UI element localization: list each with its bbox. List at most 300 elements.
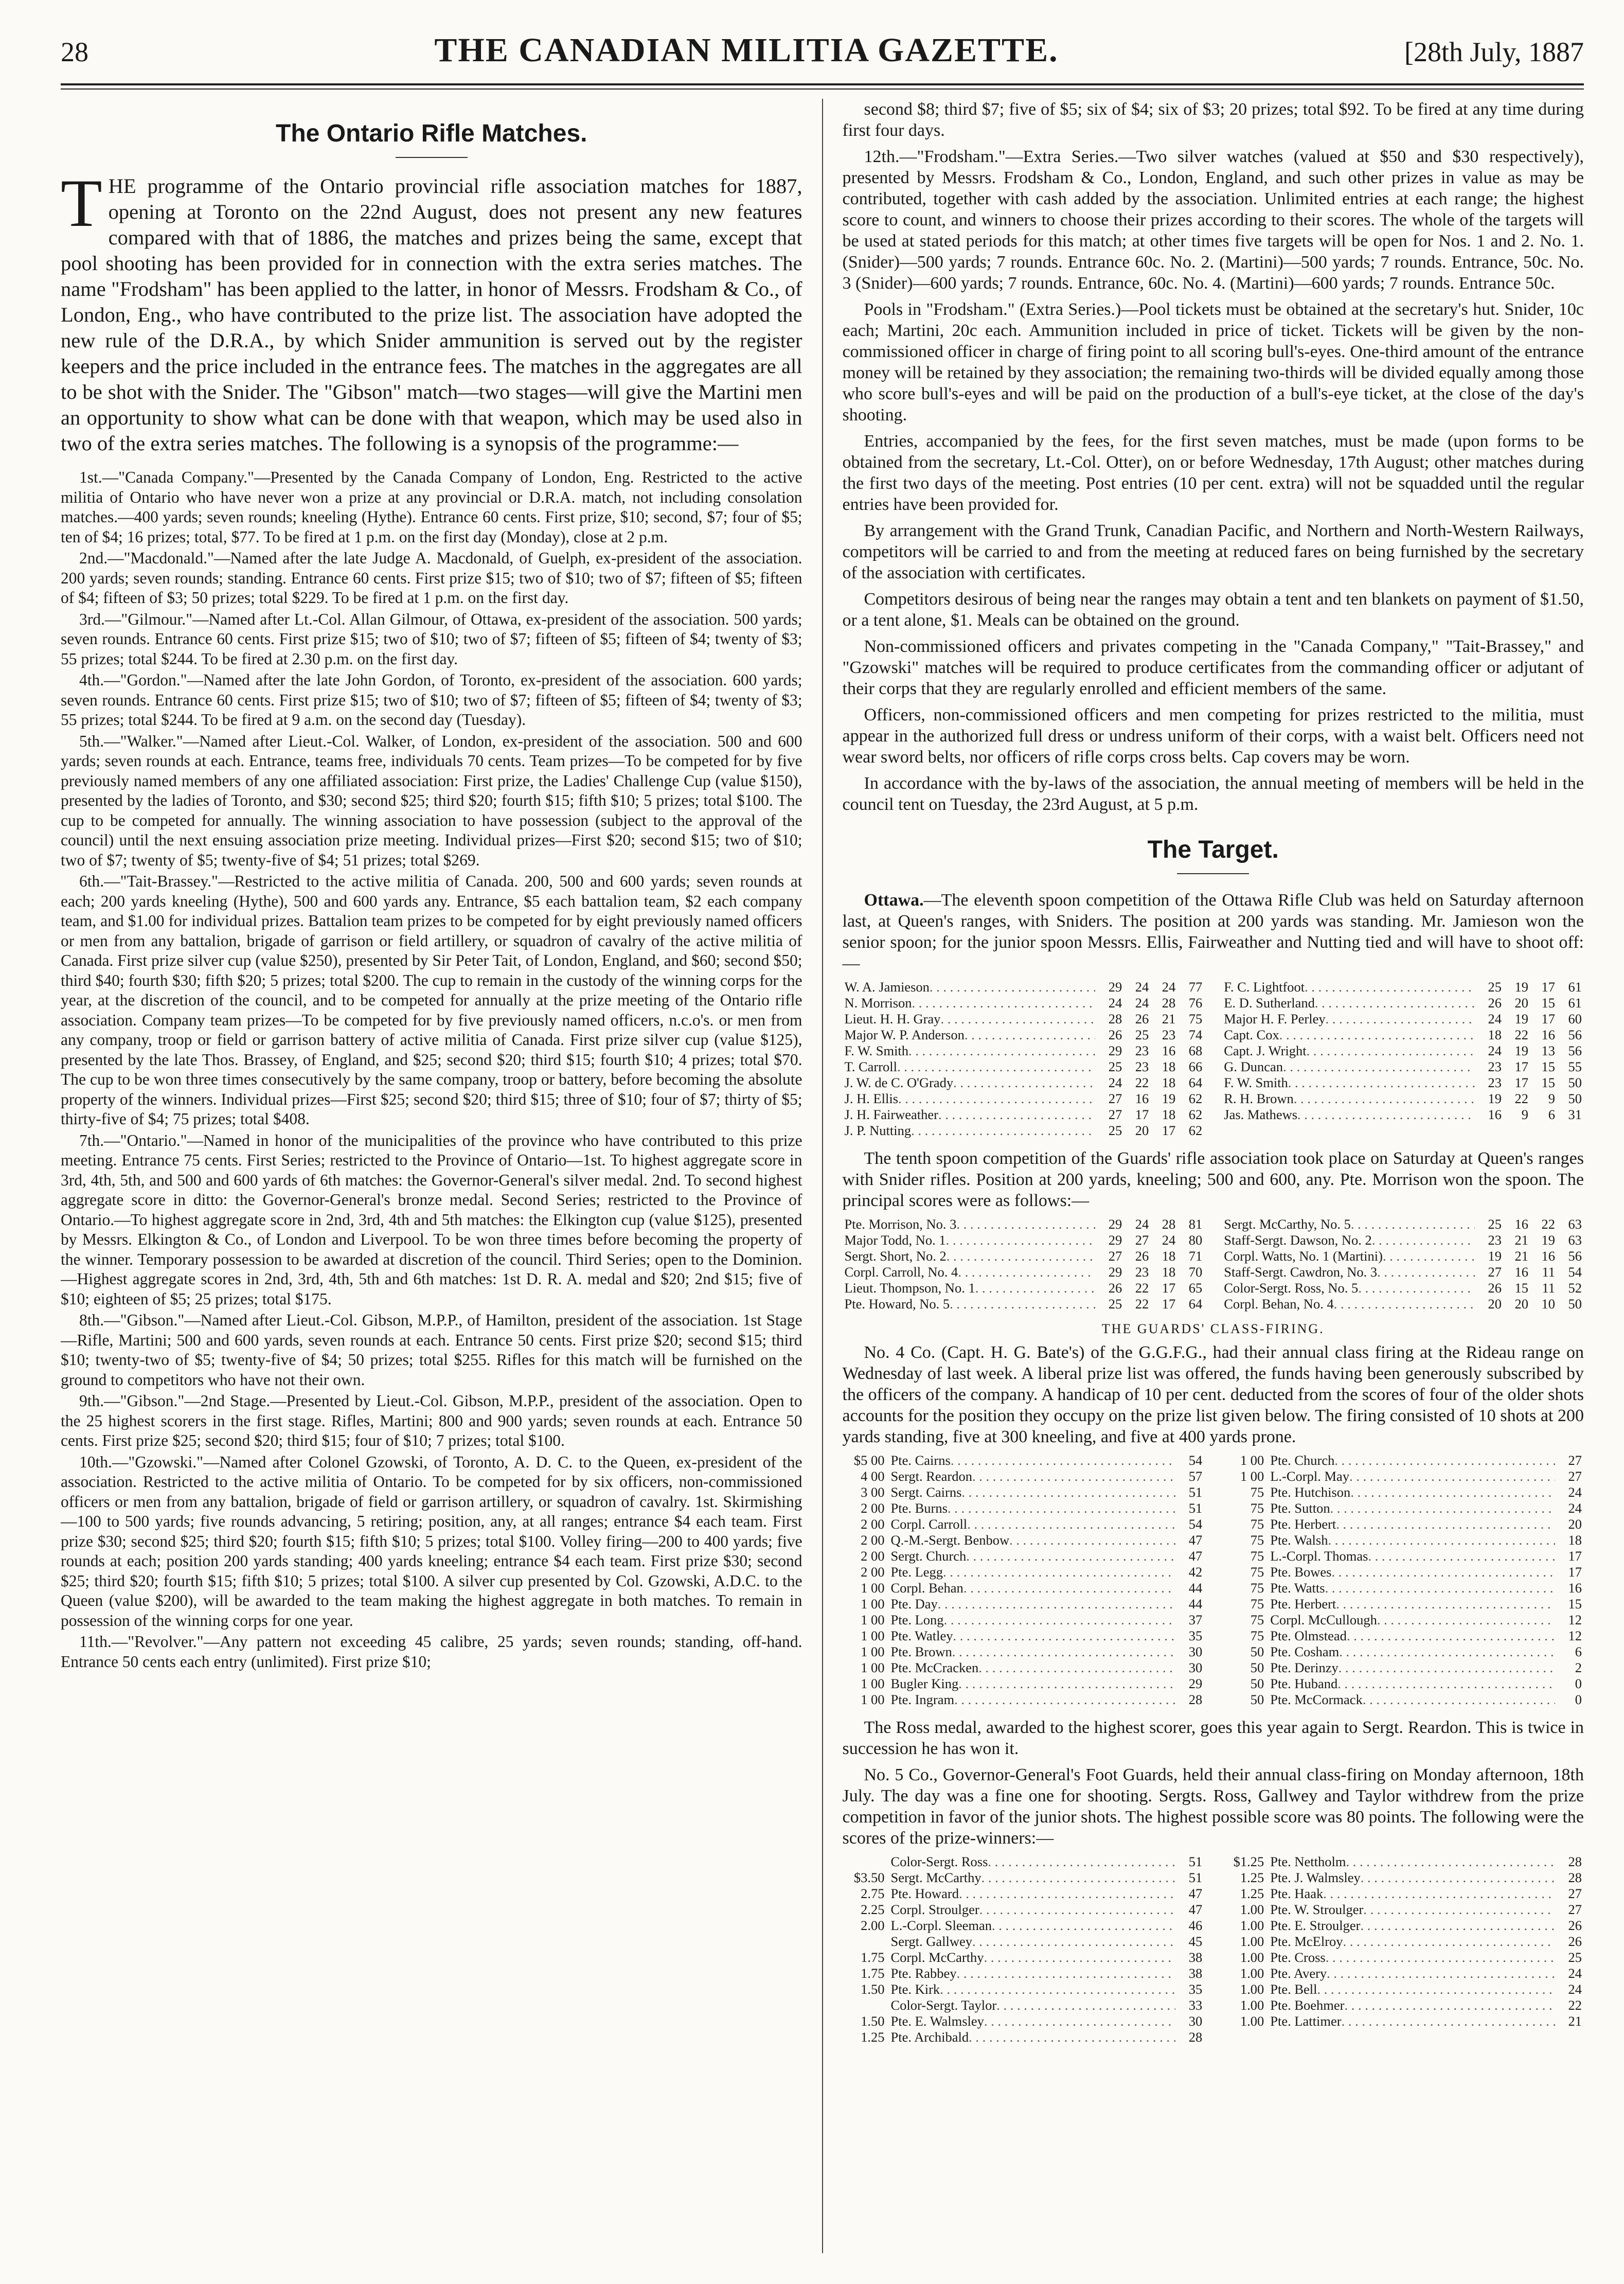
score-value: 22 bbox=[1568, 1997, 1582, 2013]
score-value: 38 bbox=[1188, 1950, 1203, 1965]
column-gap bbox=[1204, 1216, 1222, 1232]
column-gap bbox=[1204, 1628, 1222, 1644]
competitor-name: Bugler King bbox=[890, 1676, 959, 1691]
score-name bbox=[843, 995, 1098, 1011]
paragraph: second $8; third $7; five of $5; six of $4; six of $3; 20 prizes; total $92. To be fired at any time during first four days. bbox=[842, 100, 1584, 140]
article-heading: The Ontario Rifle Matches. bbox=[276, 120, 587, 147]
score-name bbox=[1268, 1981, 1557, 1997]
score-value: 51 bbox=[1188, 1854, 1203, 1869]
competitor-name: Pte. Rabbey bbox=[890, 1966, 957, 1981]
column-gap bbox=[1204, 1918, 1222, 1934]
score-name bbox=[1268, 1692, 1557, 1708]
column-gap bbox=[1204, 1043, 1222, 1059]
prize-amount: 1.25 bbox=[1240, 1870, 1264, 1885]
competitor-name: L.-Corpl. Sleeman bbox=[890, 1918, 992, 1933]
score-value: 44 bbox=[1188, 1580, 1203, 1596]
table-row bbox=[843, 1296, 1584, 1312]
score-name bbox=[1268, 1468, 1557, 1484]
competitor-name: Color-Sergt. Taylor bbox=[890, 1997, 997, 2013]
score-name bbox=[1222, 1027, 1477, 1043]
prize-amount: 2 00 bbox=[861, 1564, 885, 1580]
table-row bbox=[843, 1107, 1584, 1123]
prize-amount: 75 bbox=[1250, 1500, 1264, 1516]
competitor-name: Pte. Legg bbox=[890, 1564, 943, 1580]
table-row bbox=[843, 1934, 1584, 1950]
column-gap bbox=[1204, 1091, 1222, 1107]
score-value: 22 bbox=[1514, 1027, 1528, 1042]
no5-paragraph: No. 5 Co., Governor-General's Foot Guards, held their annual class-firing on Monday afternoon, 18th July. The day was a fine one for shooting. Sergts. Ross, Gallwey and Taylor withdrew from the prize competition in favor of the junior shots. The highest possible score was 80 points. The following were the scores of the prize-winners:— bbox=[842, 1765, 1584, 1848]
score-name bbox=[1268, 1886, 1557, 1902]
score-value: 21 bbox=[1568, 2013, 1582, 2029]
score-value: 20 bbox=[1514, 995, 1528, 1011]
score-name bbox=[889, 1484, 1178, 1500]
competitor-name: R. H. Brown bbox=[1224, 1091, 1294, 1106]
competitor-name: Pte. Herbert bbox=[1270, 1596, 1336, 1612]
competitor-name: F. W. Smith bbox=[844, 1043, 909, 1058]
competitor-name: Pte. Bowes bbox=[1270, 1564, 1332, 1580]
competitor-name: N. Morrison bbox=[844, 995, 912, 1011]
score-name bbox=[889, 2013, 1178, 2029]
table-row bbox=[843, 1232, 1584, 1248]
competitor-name: Corpl. Carroll, No. 4 bbox=[844, 1264, 958, 1280]
score-name bbox=[1268, 1532, 1557, 1548]
score-value: 77 bbox=[1188, 979, 1203, 995]
score-value: 21 bbox=[1162, 1011, 1176, 1026]
score-value: 20 bbox=[1514, 1296, 1528, 1312]
prize-amount: 1 00 bbox=[861, 1596, 885, 1612]
table-row bbox=[843, 1248, 1584, 1264]
table-row bbox=[843, 1644, 1584, 1660]
score-value: 28 bbox=[1188, 2029, 1203, 2045]
score-value: 19 bbox=[1514, 1011, 1528, 1026]
prize-amount: 2.75 bbox=[861, 1886, 885, 1901]
competitor-name: Staff-Sergt. Cawdron, No. 3 bbox=[1224, 1264, 1378, 1280]
prize-amount: 50 bbox=[1250, 1660, 1264, 1675]
score-value: 47 bbox=[1188, 1886, 1203, 1901]
prize-amount: $3.50 bbox=[853, 1870, 885, 1885]
score-value: 25 bbox=[1488, 1216, 1502, 1232]
column-gap bbox=[1204, 1500, 1222, 1516]
score-value: 27 bbox=[1568, 1468, 1582, 1484]
score-name bbox=[843, 1123, 1098, 1139]
match-entry: 1st.—"Canada Company."—Presented by the Canada Company of London, Eng. Restricted to the active militia of Ontario who have never won a prize at any provincial or D.R.A. match, not including consolation matches.—400 yards; seven rounds; kneeling (Hythe). Entrance 60 cents. First prize, $10; second, $7; four of $5; ten of $4; 16 prizes; total, $77. To be fired at 1 p.m. on the first day (Monday), close at 2 p.m. bbox=[61, 468, 802, 546]
prize-amount: 2 00 bbox=[861, 1500, 885, 1516]
score-value: 26 bbox=[1108, 1027, 1122, 1042]
paragraph: Entries, accompanied by the fees, for the first seven matches, must be made (upon forms to be obtained from the secretary, Lt.-Col. Otter), on or before Wednesday, 17th August; other matches during the first two days of the meeting. Post entries (10 per cent. extra) will not be squadded until the regular entries have been provided for. bbox=[842, 432, 1584, 514]
score-value: 18 bbox=[1162, 1075, 1176, 1090]
competitor-name: Sergt. Cairns bbox=[890, 1484, 962, 1500]
score-value: 30 bbox=[1188, 2013, 1203, 2029]
competitor-name: J. P. Nutting bbox=[844, 1123, 912, 1138]
competitor-name: Staff-Sergt. Dawson, No. 2 bbox=[1224, 1232, 1372, 1248]
column-gap bbox=[1204, 1516, 1222, 1532]
column-gap bbox=[1204, 1453, 1222, 1468]
score-value: 56 bbox=[1568, 1248, 1582, 1264]
score-value: 18 bbox=[1162, 1059, 1176, 1074]
score-value: 25 bbox=[1135, 1027, 1149, 1042]
competitor-name: Pte. Cosham bbox=[1270, 1644, 1340, 1659]
score-value: 27 bbox=[1568, 1886, 1582, 1901]
score-value: 27 bbox=[1568, 1902, 1582, 1917]
score-value: 22 bbox=[1135, 1296, 1149, 1312]
competitor-name: Capt. Cox bbox=[1224, 1027, 1279, 1042]
prize-amount: 1.50 bbox=[861, 1981, 885, 1997]
score-value: 28 bbox=[1568, 1854, 1582, 1869]
score-value: 62 bbox=[1188, 1107, 1203, 1122]
prize-amount: 2.00 bbox=[861, 1918, 885, 1933]
column-gap bbox=[1204, 1870, 1222, 1886]
score-value: 24 bbox=[1568, 1500, 1582, 1516]
prize-amount: 1 00 bbox=[1240, 1468, 1264, 1484]
score-value: 30 bbox=[1188, 1644, 1203, 1659]
score-name bbox=[1222, 1107, 1477, 1123]
column-gap bbox=[1204, 1966, 1222, 1981]
score-value: 23 bbox=[1135, 1043, 1149, 1058]
score-value bbox=[1557, 1123, 1584, 1139]
score-name bbox=[889, 1500, 1178, 1516]
competitor-name: Corpl. McCarthy bbox=[890, 1950, 984, 1965]
score-value: 24 bbox=[1135, 979, 1149, 995]
score-value: 11 bbox=[1542, 1264, 1555, 1280]
table-row bbox=[843, 1516, 1584, 1532]
score-value: 23 bbox=[1135, 1264, 1149, 1280]
competitor-name: Pte. Huband bbox=[1270, 1676, 1338, 1691]
score-value: 21 bbox=[1514, 1248, 1528, 1264]
competitor-name: Pte. Avery bbox=[1270, 1966, 1327, 1981]
prize-amount: 1.00 bbox=[1240, 1997, 1264, 2013]
score-value: 21 bbox=[1514, 1232, 1528, 1248]
competitor-name: Q.-M.-Sergt. Benbow bbox=[890, 1532, 1010, 1548]
prize-amount: 75 bbox=[1250, 1596, 1264, 1612]
table-row bbox=[843, 1981, 1584, 1997]
prize-amount: 4 00 bbox=[861, 1468, 885, 1484]
table-row bbox=[843, 2013, 1584, 2029]
score-value: 37 bbox=[1188, 1612, 1203, 1627]
score-value: 24 bbox=[1568, 1484, 1582, 1500]
competitor-name: Pte. Lattimer bbox=[1270, 2013, 1342, 2029]
score-value: 15 bbox=[1541, 995, 1555, 1011]
score-value: 24 bbox=[1135, 995, 1149, 1011]
score-value: 35 bbox=[1188, 1981, 1203, 1997]
competitor-name: Major W. P. Anderson bbox=[844, 1027, 965, 1042]
score-value bbox=[1477, 1123, 1504, 1139]
score-value: 17 bbox=[1162, 1123, 1176, 1138]
score-name bbox=[889, 1902, 1178, 1918]
score-name bbox=[1268, 1966, 1557, 1981]
competitor-name: Pte. Herbert bbox=[1270, 1516, 1336, 1532]
competitor-name: Pte. Olmstead bbox=[1270, 1628, 1347, 1643]
score-name bbox=[1222, 1043, 1477, 1059]
score-value: 47 bbox=[1188, 1902, 1203, 1917]
score-value bbox=[1530, 1123, 1557, 1139]
table-row bbox=[843, 1059, 1584, 1075]
competitor-name: J. W. de C. O'Grady bbox=[844, 1075, 954, 1090]
score-name bbox=[843, 1027, 1098, 1043]
score-name bbox=[843, 1059, 1098, 1075]
score-value: 27 bbox=[1135, 1232, 1149, 1248]
score-value: 16 bbox=[1541, 1248, 1555, 1264]
score-value: 19 bbox=[1514, 1043, 1528, 1058]
score-value: 63 bbox=[1568, 1232, 1582, 1248]
score-name bbox=[843, 1107, 1098, 1123]
score-value: 25 bbox=[1108, 1059, 1122, 1074]
paragraph: Pools in "Frodsham." (Extra Series.)—Pool tickets must be obtained at the secretary's hut. Snider, 10c each; Martini, 20c each. Ammunition included in price of ticket. Tickets will be given by the non-commissioned officer in charge of firing point to all scoring bull's-eyes. One-third amount of the entrance money will be retained by they association; the remaining two-thirds will be divided equally among those who score bull's-eyes and will be paid on the production of a bull's-eye ticket, at the close of the day's shooting. bbox=[842, 300, 1584, 424]
column-gap bbox=[1204, 1548, 1222, 1564]
column-gap bbox=[1204, 1532, 1222, 1548]
score-value: 74 bbox=[1188, 1027, 1203, 1042]
column-gap bbox=[1204, 1107, 1222, 1123]
competitor-name: J. H. Ellis bbox=[844, 1091, 899, 1106]
column-gap bbox=[1204, 1692, 1222, 1708]
competitor-name: F. W. Smith bbox=[1224, 1075, 1288, 1090]
column-gap bbox=[1204, 1296, 1222, 1312]
left-column bbox=[61, 99, 823, 2253]
prize-amount bbox=[843, 1997, 889, 2013]
score-value: 24 bbox=[1162, 979, 1176, 995]
ottawa-lead: Ottawa. bbox=[864, 891, 924, 910]
match-entry: 5th.—"Walker."—Named after Lieut.-Col. Walker, of London, ex-president of the association. 500 and 600 yards; seven rounds at each. Entrance, teams free, individuals 70 cents. Team prizes—To be competed for by five previously named members of any one affiliated association: First prize, the Ladies' Challenge Cup (value $150), presented by the ladies of Toronto, and $30; second $25; third $20; fourth $15; fifth $10; 5 prizes; total $100. The cup to be competed for annually. The winning association to have possession (subject to the approval of the council) until the next ensuing association prize meeting. Individual prizes—First $20; second $15; two of $10; two of $7; twenty of $5; twenty-five of $4; 51 prizes; total $269. bbox=[61, 732, 802, 869]
match-entry: 6th.—"Tait-Brassey."—Restricted to the active militia of Canada. 200, 500 and 600 yards; seven rounds at each; 200 yards kneeling (Hythe), 500 and 600 yards any. Entrance, $5 each battalion team, $2 each company team, and $1.00 for individual prizes. Battalion team prizes to be competed for by eight previously named officers or men from any battalion, brigade of garrison or field artillery, or squadron of cavalry of the active militia of Canada. First prize silver cup (value $250), presented by Sir Peter Tait, of London, England, and $60; second $50; third $40; fourth $30; fifth $20; 5 prizes; total $200. The cup to remain in the custody of the winning corps for the year, at the discretion of the council, and to be competed for annually at the prize meeting of the Ontario rifle association. Company team prizes—To be competed for by five previously named officers, n.c.o's. or men from any company, troop or field or garrison battery of active militia of Canada. First prize silver cup (value $125), presented by the late Thos. Brassey, of England, and $25; second $20; third $15; fourth $10; 4 prizes; total $70. The cup to be won three times consecutively by the same company, troop or battery, before becoming the absolute property of the winners. Individual prizes—First $25; second $20; third $15; three of $10; four of $7; thirty of $5; thirty-five of $4; 75 prizes; total $408. bbox=[61, 872, 802, 1128]
score-value: 20 bbox=[1488, 1296, 1502, 1312]
competitor-name: Sergt. McCarthy, No. 5 bbox=[1224, 1216, 1351, 1232]
score-value: 56 bbox=[1568, 1043, 1582, 1058]
prize-amount: 50 bbox=[1250, 1692, 1264, 1707]
table-row bbox=[843, 1500, 1584, 1516]
score-name bbox=[1268, 1660, 1557, 1676]
score-name bbox=[843, 1011, 1098, 1027]
column-gap bbox=[1204, 2029, 1222, 2045]
competitor-name: Color-Sergt. Ross bbox=[890, 1854, 988, 1869]
competitor-name: Major Todd, No. 1 bbox=[844, 1232, 946, 1248]
competitor-name: Lieut. H. H. Gray bbox=[844, 1011, 941, 1026]
competitor-name: Pte. Archibald bbox=[890, 2029, 969, 2045]
score-value: 26 bbox=[1108, 1280, 1122, 1296]
column-gap bbox=[1204, 1997, 1222, 2013]
score-value: 6 bbox=[1548, 1107, 1555, 1122]
score-value: 22 bbox=[1514, 1091, 1528, 1106]
table-row bbox=[843, 1596, 1584, 1612]
score-value: 26 bbox=[1135, 1248, 1149, 1264]
score-name bbox=[889, 1548, 1178, 1564]
intro-text: HE programme of the Ontario provincial rifle association matches for 1887, opening at Toronto on the 22nd August, does not present any new features compared with that of 1886, the matches and prizes being the same, except that pool shooting has been provided for in connection with the extra series matches. The name "Frodsham" has been applied to the latter, in honor of Messrs. Frodsham & Co., of London, Eng., who have contributed to the prize list. The association have adopted the new rule of the D.R.A., by which Snider ammunition is served out by the register keepers and the price included in the entrance fees. The matches in the aggregates are all to be shot with the Snider. The "Gibson" match—two stages—will give the Martini men an opportunity to show what can be done with that weapon, which may be used also in two of the extra series matches. The following is a synopsis of the programme:— bbox=[61, 174, 802, 455]
competitor-name: L.-Corpl. May bbox=[1270, 1468, 1350, 1484]
competitor-name: Pte. Derinzy bbox=[1270, 1660, 1339, 1675]
competitor-name: Corpl. McCullough bbox=[1270, 1612, 1377, 1627]
prize-amount: 75 bbox=[1250, 1564, 1264, 1580]
score-name bbox=[1222, 1075, 1477, 1091]
page-number: 28 bbox=[61, 37, 88, 67]
score-name bbox=[843, 1248, 1098, 1264]
score-value: 28 bbox=[1188, 1692, 1203, 1707]
column-gap bbox=[1204, 979, 1222, 995]
score-name bbox=[1222, 1248, 1477, 1264]
score-value: 15 bbox=[1514, 1280, 1528, 1296]
column-gap bbox=[1204, 1264, 1222, 1280]
score-name bbox=[889, 1516, 1178, 1532]
prize-amount bbox=[1222, 2029, 1268, 2045]
score-value: 16 bbox=[1541, 1027, 1555, 1042]
score-value: 27 bbox=[1568, 1453, 1582, 1468]
score-name bbox=[889, 1997, 1178, 2013]
competitor-name: Pte. Watts bbox=[1270, 1580, 1325, 1596]
score-name bbox=[1268, 1934, 1557, 1950]
score-value: 11 bbox=[1542, 1280, 1555, 1296]
competitor-name: Corpl. Behan, No. 4 bbox=[1224, 1296, 1334, 1312]
score-value: 2 bbox=[1575, 1660, 1582, 1675]
paragraph: 12th.—"Frodsham."—Extra Series.—Two silver watches (valued at $50 and $30 respectively), presented by Messrs. Frodsham & Co., London, England, and such other prizes in value as may be contributed, together with cash added by the association. Unlimited entries at each range; the highest score to count, and winners to choose their prizes according to their scores. The whole of the targets will be used at stated periods for this match; at other times five targets will be open for Nos. 1 and 2. No. 1. (Snider)—500 yards; 7 rounds. Entrance 60c. No. 2. (Martini)—500 yards; 7 rounds. Entrance, 50c. No. 3 (Snider)—600 yards; 7 rounds. Entrance, 60c. No. 4. (Martini)—600 yards; 7 rounds. Entrance 50c. bbox=[842, 147, 1584, 293]
column-gap bbox=[1204, 1596, 1222, 1612]
score-value: 0 bbox=[1575, 1676, 1582, 1691]
column-gap bbox=[1204, 1232, 1222, 1248]
paragraph: Non-commissioned officers and privates competing in the "Canada Company," "Tait-Brassey," and "Gzowski" matches will be required to produce certificates from the commanding officer or adjutant of their corps that they are regularly enrolled and efficient members of the same. bbox=[842, 637, 1584, 698]
competitor-name: Sergt. McCarthy bbox=[890, 1870, 981, 1885]
score-value: 20 bbox=[1135, 1123, 1149, 1138]
score-name bbox=[843, 1043, 1098, 1059]
score-value: 12 bbox=[1568, 1628, 1582, 1643]
score-name bbox=[1268, 1628, 1557, 1644]
column-gap bbox=[1204, 1854, 1222, 1870]
score-name bbox=[1222, 1296, 1477, 1312]
score-value: 27 bbox=[1488, 1264, 1502, 1280]
score-value: 9 bbox=[1548, 1091, 1555, 1106]
prize-amount: 3 00 bbox=[861, 1484, 885, 1500]
table-row bbox=[843, 1468, 1584, 1484]
column-gap bbox=[1204, 1075, 1222, 1091]
masthead-rule bbox=[61, 83, 1584, 90]
competitor-name: Lieut. Thompson, No. 1 bbox=[844, 1280, 975, 1296]
score-value: 18 bbox=[1162, 1107, 1176, 1122]
score-value: 71 bbox=[1188, 1248, 1203, 1264]
competitor-name: Pte. Hutchison bbox=[1270, 1484, 1351, 1500]
competitor-name: Corpl. Behan bbox=[890, 1580, 963, 1596]
column-gap bbox=[1204, 1644, 1222, 1660]
score-value: 26 bbox=[1568, 1918, 1582, 1933]
score-value: 17 bbox=[1568, 1548, 1582, 1564]
score-value: 68 bbox=[1188, 1043, 1203, 1058]
competitor-name: E. D. Sutherland bbox=[1224, 995, 1315, 1011]
prize-amount: 1.50 bbox=[861, 2013, 885, 2029]
competitor-name: Pte. Nettholm bbox=[1270, 1854, 1346, 1869]
score-name bbox=[889, 1950, 1178, 1966]
score-value: 19 bbox=[1488, 1248, 1502, 1264]
score-name bbox=[843, 1091, 1098, 1107]
prize-amount: 1 00 bbox=[861, 1676, 885, 1691]
competitor-name: T. Carroll bbox=[844, 1059, 898, 1074]
score-value: 27 bbox=[1108, 1091, 1122, 1106]
no5-score-table bbox=[843, 1854, 1584, 2045]
score-value: 66 bbox=[1188, 1059, 1203, 1074]
score-value: 19 bbox=[1162, 1091, 1176, 1106]
competitor-name: Pte. Sutton bbox=[1270, 1500, 1330, 1516]
masthead bbox=[61, 31, 1584, 77]
score-name bbox=[889, 1468, 1178, 1484]
score-value: 38 bbox=[1188, 1966, 1203, 1981]
no4-paragraph: No. 4 Co. (Capt. H. G. Bate's) of the G.G.F.G., had their annual class firing at the Rideau range on Wednesday of last week. A liberal prize list was offered, the funds having been generously subscribed by the officers of the company. A handicap of 10 per cent. deducted from the scores of four of the older shots accounts for the position they occupy on the prize list given below. The firing consisted of 10 shots at 200 yards standing, five at 300 kneeling, and five at 400 yards prone. bbox=[842, 1343, 1584, 1446]
score-value: 22 bbox=[1135, 1075, 1149, 1090]
score-value: 33 bbox=[1188, 1997, 1203, 2013]
score-value: 65 bbox=[1188, 1280, 1203, 1296]
table-row bbox=[843, 1011, 1584, 1027]
table-row bbox=[843, 1453, 1584, 1468]
score-value: 54 bbox=[1188, 1516, 1203, 1532]
competitor-name: L.-Corpl. Thomas bbox=[1270, 1548, 1368, 1564]
match-entry: 9th.—"Gibson."—2nd Stage.—Presented by Lieut.-Col. Gibson, M.P.P., president of the association. Open to the 25 highest scorers in the first stage. Rifles, Martini; 800 and 900 yards; seven rounds at each. Entrance 50 cents. First prize $25; second $20; third $15; four of $10; 7 prizes; total $100. bbox=[61, 1392, 802, 1449]
table-row bbox=[843, 1918, 1584, 1934]
score-name bbox=[889, 1564, 1178, 1580]
score-name bbox=[1268, 1612, 1557, 1628]
table-row bbox=[843, 979, 1584, 995]
score-name bbox=[1222, 1216, 1477, 1232]
match-entry: 4th.—"Gordon."—Named after the late John Gordon, of Toronto, ex-president of the association. 600 yards; seven rounds. Entrance 60 cents. First prize $15; two of $10; two of $7; fifteen of $5; fifteen of $4; twenty of $3; 55 prizes; total $244. To be fired at 9 a.m. on the second day (Tuesday). bbox=[61, 671, 802, 729]
score-value: 51 bbox=[1188, 1484, 1203, 1500]
score-name bbox=[1268, 1950, 1557, 1966]
prize-amount: 75 bbox=[1250, 1548, 1264, 1564]
score-value: 29 bbox=[1108, 1264, 1122, 1280]
score-name bbox=[1222, 1059, 1477, 1075]
score-name bbox=[843, 979, 1098, 995]
class-firing-subhead: THE GUARDS' CLASS-FIRING. bbox=[1101, 1321, 1325, 1336]
score-value: 24 bbox=[1162, 1232, 1176, 1248]
paragraph: By arrangement with the Grand Trunk, Canadian Pacific, and Northern and North-Western Railways, competitors will be carried to and from the meeting at reduced fares on being furnished by the secretary of the association with certificates. bbox=[842, 521, 1584, 582]
prize-amount: 50 bbox=[1250, 1676, 1264, 1691]
prize-amount: 50 bbox=[1250, 1644, 1264, 1659]
table-row bbox=[843, 1966, 1584, 1981]
score-name bbox=[889, 1596, 1178, 1612]
prize-amount: 75 bbox=[1250, 1516, 1264, 1532]
prize-amount: 1.25 bbox=[861, 2029, 885, 2045]
prize-amount: 1.00 bbox=[1240, 1966, 1264, 1981]
right-column bbox=[823, 99, 1584, 2253]
score-value: 23 bbox=[1135, 1059, 1149, 1074]
section-heading-target: The Target. bbox=[1147, 836, 1279, 863]
publication-title: THE CANADIAN MILITIA GAZETTE. bbox=[434, 31, 1059, 69]
score-value: 70 bbox=[1188, 1264, 1203, 1280]
score-value: 24 bbox=[1135, 1216, 1149, 1232]
score-value: 19 bbox=[1514, 979, 1528, 995]
score-value: 0 bbox=[1575, 1692, 1582, 1707]
competitor-name: Pte. Long bbox=[890, 1612, 944, 1627]
score-name bbox=[843, 1232, 1098, 1248]
competitor-name: Pte. Kirk bbox=[890, 1981, 940, 1997]
table-row bbox=[843, 1532, 1584, 1548]
score-value: 18 bbox=[1488, 1027, 1502, 1042]
score-value: 52 bbox=[1568, 1280, 1582, 1296]
score-value: 26 bbox=[1488, 995, 1502, 1011]
prize-amount: 1 00 bbox=[1240, 1453, 1264, 1468]
score-value: 17 bbox=[1135, 1107, 1149, 1122]
score-value: 27 bbox=[1108, 1107, 1122, 1122]
table-row bbox=[843, 1548, 1584, 1564]
table-row bbox=[843, 1580, 1584, 1596]
score-value: 23 bbox=[1488, 1059, 1502, 1074]
score-name bbox=[1268, 1854, 1557, 1870]
score-value: 26 bbox=[1135, 1011, 1149, 1026]
score-value: 42 bbox=[1188, 1564, 1203, 1580]
score-value: 28 bbox=[1108, 1011, 1122, 1026]
table-row bbox=[843, 1902, 1584, 1918]
article-intro bbox=[61, 165, 802, 456]
column-gap bbox=[1204, 1886, 1222, 1902]
table-row bbox=[843, 1484, 1584, 1500]
score-name bbox=[1268, 1644, 1557, 1660]
no4-score-table bbox=[843, 1453, 1584, 1708]
prize-amount: 1 00 bbox=[861, 1692, 885, 1707]
competitor-name: Capt. J. Wright bbox=[1224, 1043, 1307, 1058]
column-gap bbox=[1204, 1123, 1222, 1139]
score-value: 25 bbox=[1108, 1296, 1122, 1312]
score-name bbox=[1268, 1918, 1557, 1934]
score-name bbox=[889, 1981, 1178, 1997]
